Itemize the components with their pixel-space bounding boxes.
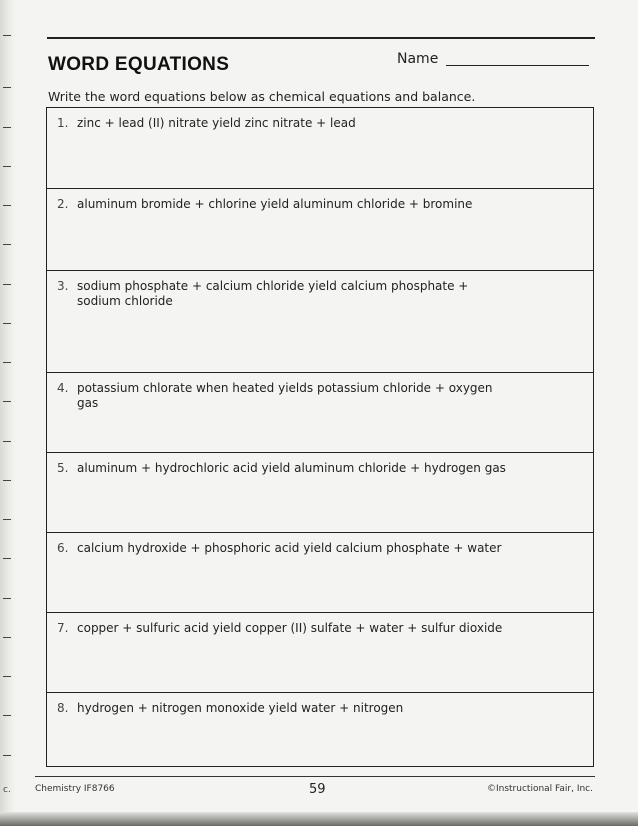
word-equation: hydrogen + nitrogen monoxide yield water + nitrogen (77, 701, 404, 715)
binder-tick (3, 401, 11, 402)
binder-tick (3, 323, 11, 324)
name-blank-line[interactable] (446, 65, 589, 66)
word-equation: potassium chlorate when heated yields potassium chloride + oxygen gas (77, 381, 493, 410)
binder-tick (3, 284, 11, 285)
page-number: 59 (309, 782, 326, 797)
problem-number: 1. (57, 116, 69, 130)
margin-label: c. (3, 785, 11, 795)
problem-number: 5. (57, 461, 69, 475)
binder-tick (3, 637, 11, 638)
word-equation: zinc + lead (II) nitrate yield zinc nitrate + lead (77, 116, 356, 130)
binder-tick (3, 480, 11, 481)
problem-row-3[interactable] (47, 271, 593, 373)
binder-tick (3, 519, 11, 520)
binder-tick (3, 127, 11, 128)
problem-row-1[interactable] (47, 108, 593, 189)
scan-bottom-edge (0, 812, 638, 826)
binder-tick (3, 598, 11, 599)
binder-tick (3, 558, 11, 559)
footer-book-code: Chemistry IF8766 (35, 784, 115, 794)
footer-rule (35, 776, 595, 777)
binder-tick (3, 205, 11, 206)
problem-row-2[interactable] (47, 189, 593, 271)
word-equation: aluminum + hydrochloric acid yield aluminum chloride + hydrogen gas (77, 461, 506, 475)
problem-number: 6. (57, 541, 69, 555)
problem-number: 8. (57, 701, 69, 715)
page-title: WORD EQUATIONS (48, 54, 230, 75)
problem-row-6[interactable] (47, 533, 593, 613)
footer-copyright: ©Instructional Fair, Inc. (486, 784, 593, 794)
problem-row-7[interactable] (47, 613, 593, 693)
top-rule (47, 37, 595, 39)
problem-row-4[interactable] (47, 373, 593, 453)
binder-tick (3, 35, 11, 36)
scan-left-edge (0, 0, 16, 826)
problem-number: 3. (57, 279, 69, 293)
binder-tick (3, 441, 11, 442)
problem-number: 7. (57, 621, 69, 635)
binder-tick (3, 715, 11, 716)
problem-row-8[interactable] (47, 693, 593, 765)
problem-number: 2. (57, 197, 69, 211)
binder-tick (3, 676, 11, 677)
word-equation: copper + sulfuric acid yield copper (II) sulfate + water + sulfur dioxide (77, 621, 503, 635)
problem-row-5[interactable] (47, 453, 593, 533)
problem-table (46, 107, 594, 767)
word-equation: sodium phosphate + calcium chloride yield calcium phosphate + sodium chloride (77, 279, 469, 308)
name-label: Name (397, 51, 439, 67)
binder-tick (3, 755, 11, 756)
word-equation: aluminum bromide + chlorine yield aluminum chloride + bromine (77, 197, 473, 211)
binder-tick (3, 87, 11, 88)
word-equation: calcium hydroxide + phosphoric acid yield calcium phosphate + water (77, 541, 502, 555)
binder-tick (3, 244, 11, 245)
binder-tick (3, 362, 11, 363)
binder-tick (3, 166, 11, 167)
instructions: Write the word equations below as chemical equations and balance. (48, 89, 476, 104)
problem-number: 4. (57, 381, 69, 395)
